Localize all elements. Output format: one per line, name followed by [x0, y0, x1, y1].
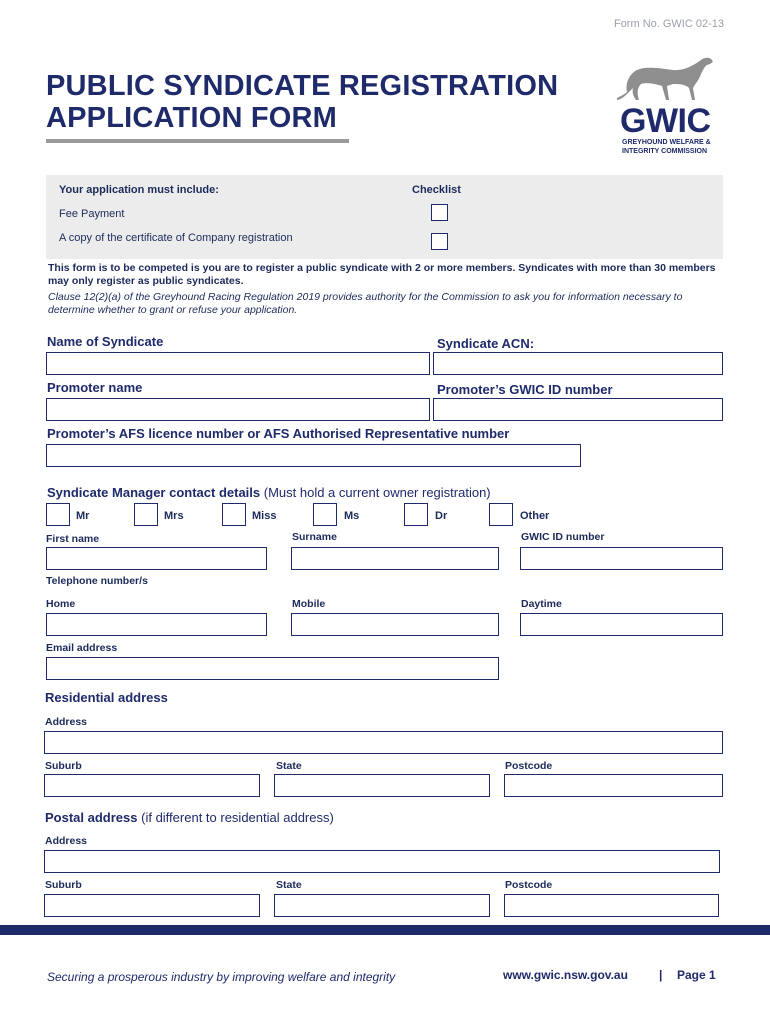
- logo-text: GWIC: [620, 102, 711, 140]
- title-mrs-label: Mrs: [164, 510, 184, 522]
- footer-bar: [0, 925, 770, 935]
- title-line-1: PUBLIC SYNDICATE REGISTRATION: [46, 70, 559, 102]
- daytime-phone-input[interactable]: [520, 613, 723, 636]
- logo-sub-line-1: GREYHOUND WELFARE &: [622, 139, 711, 146]
- title-mr-label: Mr: [76, 510, 90, 522]
- footer-separator: |: [659, 968, 663, 982]
- page-number: Page 1: [677, 968, 716, 982]
- title-dr-label: Dr: [435, 510, 448, 522]
- promoter-name-label: Promoter name: [47, 380, 143, 395]
- residential-heading: Residential address: [45, 690, 168, 705]
- title-underline: [46, 139, 349, 143]
- mobile-label: Mobile: [292, 598, 326, 610]
- title-miss-checkbox[interactable]: [222, 503, 246, 526]
- residential-postcode-input[interactable]: [504, 774, 723, 797]
- residential-address-label: Address: [45, 716, 88, 728]
- email-label: Email address: [46, 642, 118, 654]
- title-miss-label: Miss: [252, 510, 277, 522]
- title-ms-label: Ms: [344, 510, 360, 522]
- postal-suburb-label: Suburb: [45, 879, 82, 891]
- gwic-id-label: GWIC ID number: [521, 531, 605, 543]
- first-name-label: First name: [46, 533, 100, 545]
- home-label: Home: [46, 598, 76, 610]
- residential-state-input[interactable]: [274, 774, 490, 797]
- first-name-input[interactable]: [46, 547, 267, 570]
- intro-text: This form is to be competed is you are to register a public syndicate with 2 or more members. Syndicates with more than 30 members may only register as public syndicates.: [48, 262, 716, 287]
- promoter-gwic-label: Promoter’s GWIC ID number: [437, 382, 613, 397]
- title-mrs-checkbox[interactable]: [134, 503, 158, 526]
- residential-suburb-input[interactable]: [44, 774, 260, 797]
- syndicate-acn-label: Syndicate ACN:: [437, 336, 535, 351]
- logo-subtitle: [622, 138, 711, 156]
- email-input[interactable]: [46, 657, 499, 680]
- residential-state-label: State: [276, 760, 302, 772]
- surname-label: Surname: [292, 531, 337, 543]
- footer-url-link[interactable]: www.gwic.nsw.gov.au: [503, 968, 628, 982]
- postal-state-label: State: [276, 879, 302, 891]
- page-title: [46, 70, 558, 134]
- daytime-label: Daytime: [521, 598, 562, 610]
- residential-postcode-label: Postcode: [505, 760, 553, 772]
- title-mr-checkbox[interactable]: [46, 503, 70, 526]
- postal-address-input[interactable]: [44, 850, 720, 873]
- postal-postcode-input[interactable]: [504, 894, 719, 917]
- syndicate-acn-input[interactable]: [433, 352, 723, 375]
- gwic-id-input[interactable]: [520, 547, 723, 570]
- postal-heading-text: Postal address: [45, 810, 138, 825]
- promoter-gwic-input[interactable]: [433, 398, 723, 421]
- home-phone-input[interactable]: [46, 613, 267, 636]
- postal-state-input[interactable]: [274, 894, 490, 917]
- title-other-label: Other: [520, 510, 550, 522]
- promoter-afs-label: Promoter’s AFS licence number or AFS Authorised Representative number: [47, 426, 510, 441]
- title-dr-checkbox[interactable]: [404, 503, 428, 526]
- surname-input[interactable]: [291, 547, 499, 570]
- logo-sub-line-2: INTEGRITY COMMISSION: [622, 148, 708, 155]
- title-line-2: APPLICATION FORM: [46, 102, 338, 134]
- checklist-certificate-checkbox[interactable]: [431, 233, 448, 250]
- checklist-item-label: Fee Payment: [59, 208, 125, 220]
- checklist-item-label: A copy of the certificate of Company registration: [59, 232, 293, 244]
- greyhound-icon: [615, 54, 725, 104]
- checklist-fee-checkbox[interactable]: [431, 204, 448, 221]
- title-ms-checkbox[interactable]: [313, 503, 337, 526]
- telephone-label: Telephone number/s: [46, 575, 148, 587]
- manager-heading: [47, 485, 491, 500]
- residential-address-input[interactable]: [44, 731, 723, 754]
- clause-text: Clause 12(2)(a) of the Greyhound Racing Regulation 2019 provides authority for the Commission to ask you for information necessary to determine whether to grant or refuse your application.: [48, 291, 683, 316]
- manager-note: (Must hold a current owner registration): [263, 485, 491, 500]
- title-other-checkbox[interactable]: [489, 503, 513, 526]
- syndicate-name-input[interactable]: [46, 352, 430, 375]
- postal-note: (if different to residential address): [141, 810, 334, 825]
- syndicate-name-label: Name of Syndicate: [47, 334, 164, 349]
- footer-tagline: Securing a prosperous industry by improving welfare and integrity: [47, 970, 396, 984]
- promoter-afs-input[interactable]: [46, 444, 581, 467]
- checklist-header-right: Checklist: [412, 184, 461, 196]
- form-number: Form No. GWIC 02-13: [613, 18, 724, 30]
- promoter-name-input[interactable]: [46, 398, 430, 421]
- mobile-phone-input[interactable]: [291, 613, 499, 636]
- postal-suburb-input[interactable]: [44, 894, 260, 917]
- residential-suburb-label: Suburb: [45, 760, 82, 772]
- manager-heading-text: Syndicate Manager contact details: [47, 485, 261, 500]
- checklist-header-left: Your application must include:: [59, 184, 219, 196]
- postal-postcode-label: Postcode: [505, 879, 553, 891]
- postal-address-label: Address: [45, 835, 88, 847]
- postal-heading: [45, 810, 334, 825]
